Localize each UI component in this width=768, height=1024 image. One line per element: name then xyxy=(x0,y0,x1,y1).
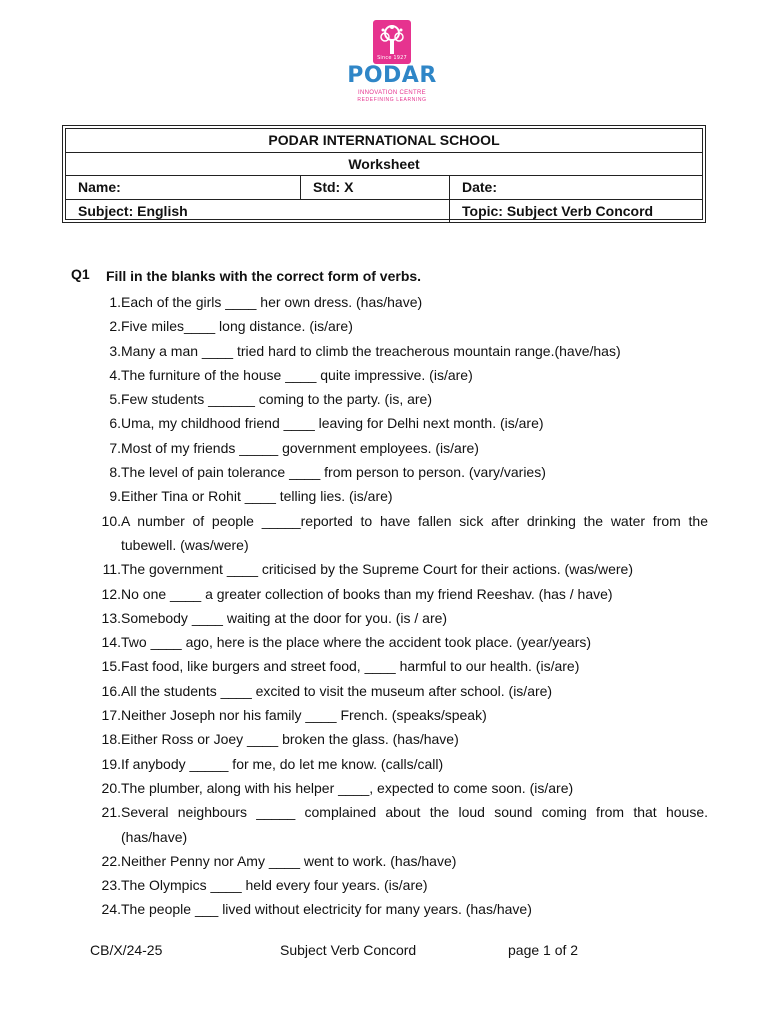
list-item xyxy=(96,484,708,508)
question-list xyxy=(96,290,708,922)
item-number: 1. xyxy=(109,294,121,310)
list-item xyxy=(96,897,708,921)
header-row-school xyxy=(66,129,702,153)
item-text: Many a man ____ tried hard to climb the treacherous mountain range.(have/has) xyxy=(121,342,621,359)
item-number: 13. xyxy=(101,609,121,626)
item-number: 9. xyxy=(109,488,121,505)
list-item xyxy=(96,436,708,460)
item-text: Two ____ ago, here is the place where the accident took place. (year/years) xyxy=(121,634,592,651)
item-number: 20. xyxy=(101,779,121,796)
list-item xyxy=(96,582,708,606)
list-item xyxy=(96,679,708,703)
logo-tagline: REDEFINING LEARNING xyxy=(357,97,427,103)
item-number: 4. xyxy=(109,366,121,383)
school-logo xyxy=(342,20,442,106)
item-number: 10. xyxy=(101,512,121,529)
list-item xyxy=(96,557,708,581)
list-item xyxy=(96,606,708,630)
item-number: 17. xyxy=(101,707,121,724)
name-label: Name: xyxy=(66,176,301,199)
item-text: Five miles____ long distance. (is/are) xyxy=(121,318,353,335)
header-row-student xyxy=(66,176,702,200)
logo-name: PODAR xyxy=(347,63,437,88)
item-text: Most of my friends _____ government employees. (is/are) xyxy=(121,439,479,456)
item-number: 15. xyxy=(101,658,121,675)
item-number: 5. xyxy=(109,391,121,408)
item-text: Somebody ____ waiting at the door for you. (is / are) xyxy=(121,609,448,626)
list-item xyxy=(96,703,708,727)
item-text: Several neighbours _____ complained about the loud sound coming from that house. (has/have) xyxy=(121,804,708,845)
question-title: Fill in the blanks with the correct form of verbs. xyxy=(106,268,422,284)
list-item xyxy=(96,460,708,484)
item-number: 21. xyxy=(101,804,121,821)
header-table-inner xyxy=(65,128,703,220)
item-text: Fast food, like burgers and street food, ____ harmful to our health. (is/are) xyxy=(121,658,580,675)
list-item xyxy=(96,339,708,363)
item-text: Neither Joseph nor his family ____ French. (speaks/speak) xyxy=(121,707,487,724)
item-text: Each of the girls ____ her own dress. (has/have) xyxy=(121,294,423,310)
item-text: If anybody _____ for me, do let me know. (calls/call) xyxy=(121,755,444,772)
list-item xyxy=(96,727,708,751)
item-text: Neither Penny nor Amy ____ went to work. (has/have) xyxy=(121,852,457,869)
item-text: The Olympics ____ held every four years. (is/are) xyxy=(121,877,428,894)
list-item xyxy=(96,290,708,314)
logo-subtitle: INNOVATION CENTRE xyxy=(358,90,426,96)
item-number: 18. xyxy=(101,731,121,748)
question-number: Q1 xyxy=(71,266,90,282)
logo-emblem xyxy=(373,20,411,64)
item-number: 2. xyxy=(109,318,121,335)
item-text: The government ____ criticised by the Supreme Court for their actions. (was/were) xyxy=(121,561,634,578)
list-item xyxy=(96,314,708,338)
std-label: Std: X xyxy=(301,176,450,199)
list-item xyxy=(96,800,708,849)
item-number: 22. xyxy=(101,852,121,869)
logo-since-text: Since 1927 xyxy=(377,55,407,61)
item-number: 24. xyxy=(101,901,121,918)
item-text: All the students ____ excited to visit the museum after school. (is/are) xyxy=(121,682,553,699)
list-item xyxy=(96,363,708,387)
item-number: 14. xyxy=(101,634,121,651)
list-item xyxy=(96,509,708,558)
footer-page-number: page 1 of 2 xyxy=(508,942,579,958)
header-table xyxy=(62,125,706,223)
item-number: 23. xyxy=(101,877,121,894)
list-item xyxy=(96,873,708,897)
item-text: The people ___ lived without electricity for many years. (has/have) xyxy=(121,901,532,918)
item-text: A number of people _____reported to have fallen sick after drinking the water from the tubewell. (was/were) xyxy=(121,512,708,553)
item-number: 6. xyxy=(109,415,121,432)
list-item xyxy=(96,654,708,678)
item-number: 12. xyxy=(101,585,121,602)
item-number: 7. xyxy=(109,439,121,456)
item-text: The plumber, along with his helper ____, expected to come soon. (is/are) xyxy=(121,779,574,796)
list-item xyxy=(96,752,708,776)
date-label: Date: xyxy=(462,179,498,195)
item-number: 3. xyxy=(109,342,121,359)
footer-code: CB/X/24-25 xyxy=(90,942,163,958)
list-item xyxy=(96,387,708,411)
item-number: 8. xyxy=(109,464,121,481)
list-item xyxy=(96,411,708,435)
topic-label: Topic: Subject Verb Concord xyxy=(462,202,654,219)
item-text: Either Ross or Joey ____ broken the glass. (has/have) xyxy=(121,731,459,748)
list-item xyxy=(96,776,708,800)
footer-subject: Subject Verb Concord xyxy=(280,942,417,958)
item-text: The furniture of the house ____ quite impressive. (is/are) xyxy=(121,366,473,383)
document-type: Worksheet xyxy=(348,155,420,172)
subject-label: Subject: English xyxy=(66,200,450,224)
item-text: No one ____ a greater collection of books than my friend Reeshav. (has / have) xyxy=(121,585,613,602)
list-item xyxy=(96,849,708,873)
list-item xyxy=(96,630,708,654)
header-row-doc-type xyxy=(66,153,702,177)
item-text: Either Tina or Rohit ____ telling lies. (is/are) xyxy=(121,488,393,505)
header-row-subject xyxy=(66,200,702,224)
item-number: 11. xyxy=(102,561,121,578)
item-text: Uma, my childhood friend ____ leaving for Delhi next month. (is/are) xyxy=(121,415,544,432)
school-name: PODAR INTERNATIONAL SCHOOL xyxy=(268,132,500,148)
item-number: 19. xyxy=(101,755,121,772)
item-text: The level of pain tolerance ____ from person to person. (vary/varies) xyxy=(121,464,546,481)
item-text: Few students ______ coming to the party. (is, are) xyxy=(121,391,433,408)
item-number: 16. xyxy=(101,682,121,699)
